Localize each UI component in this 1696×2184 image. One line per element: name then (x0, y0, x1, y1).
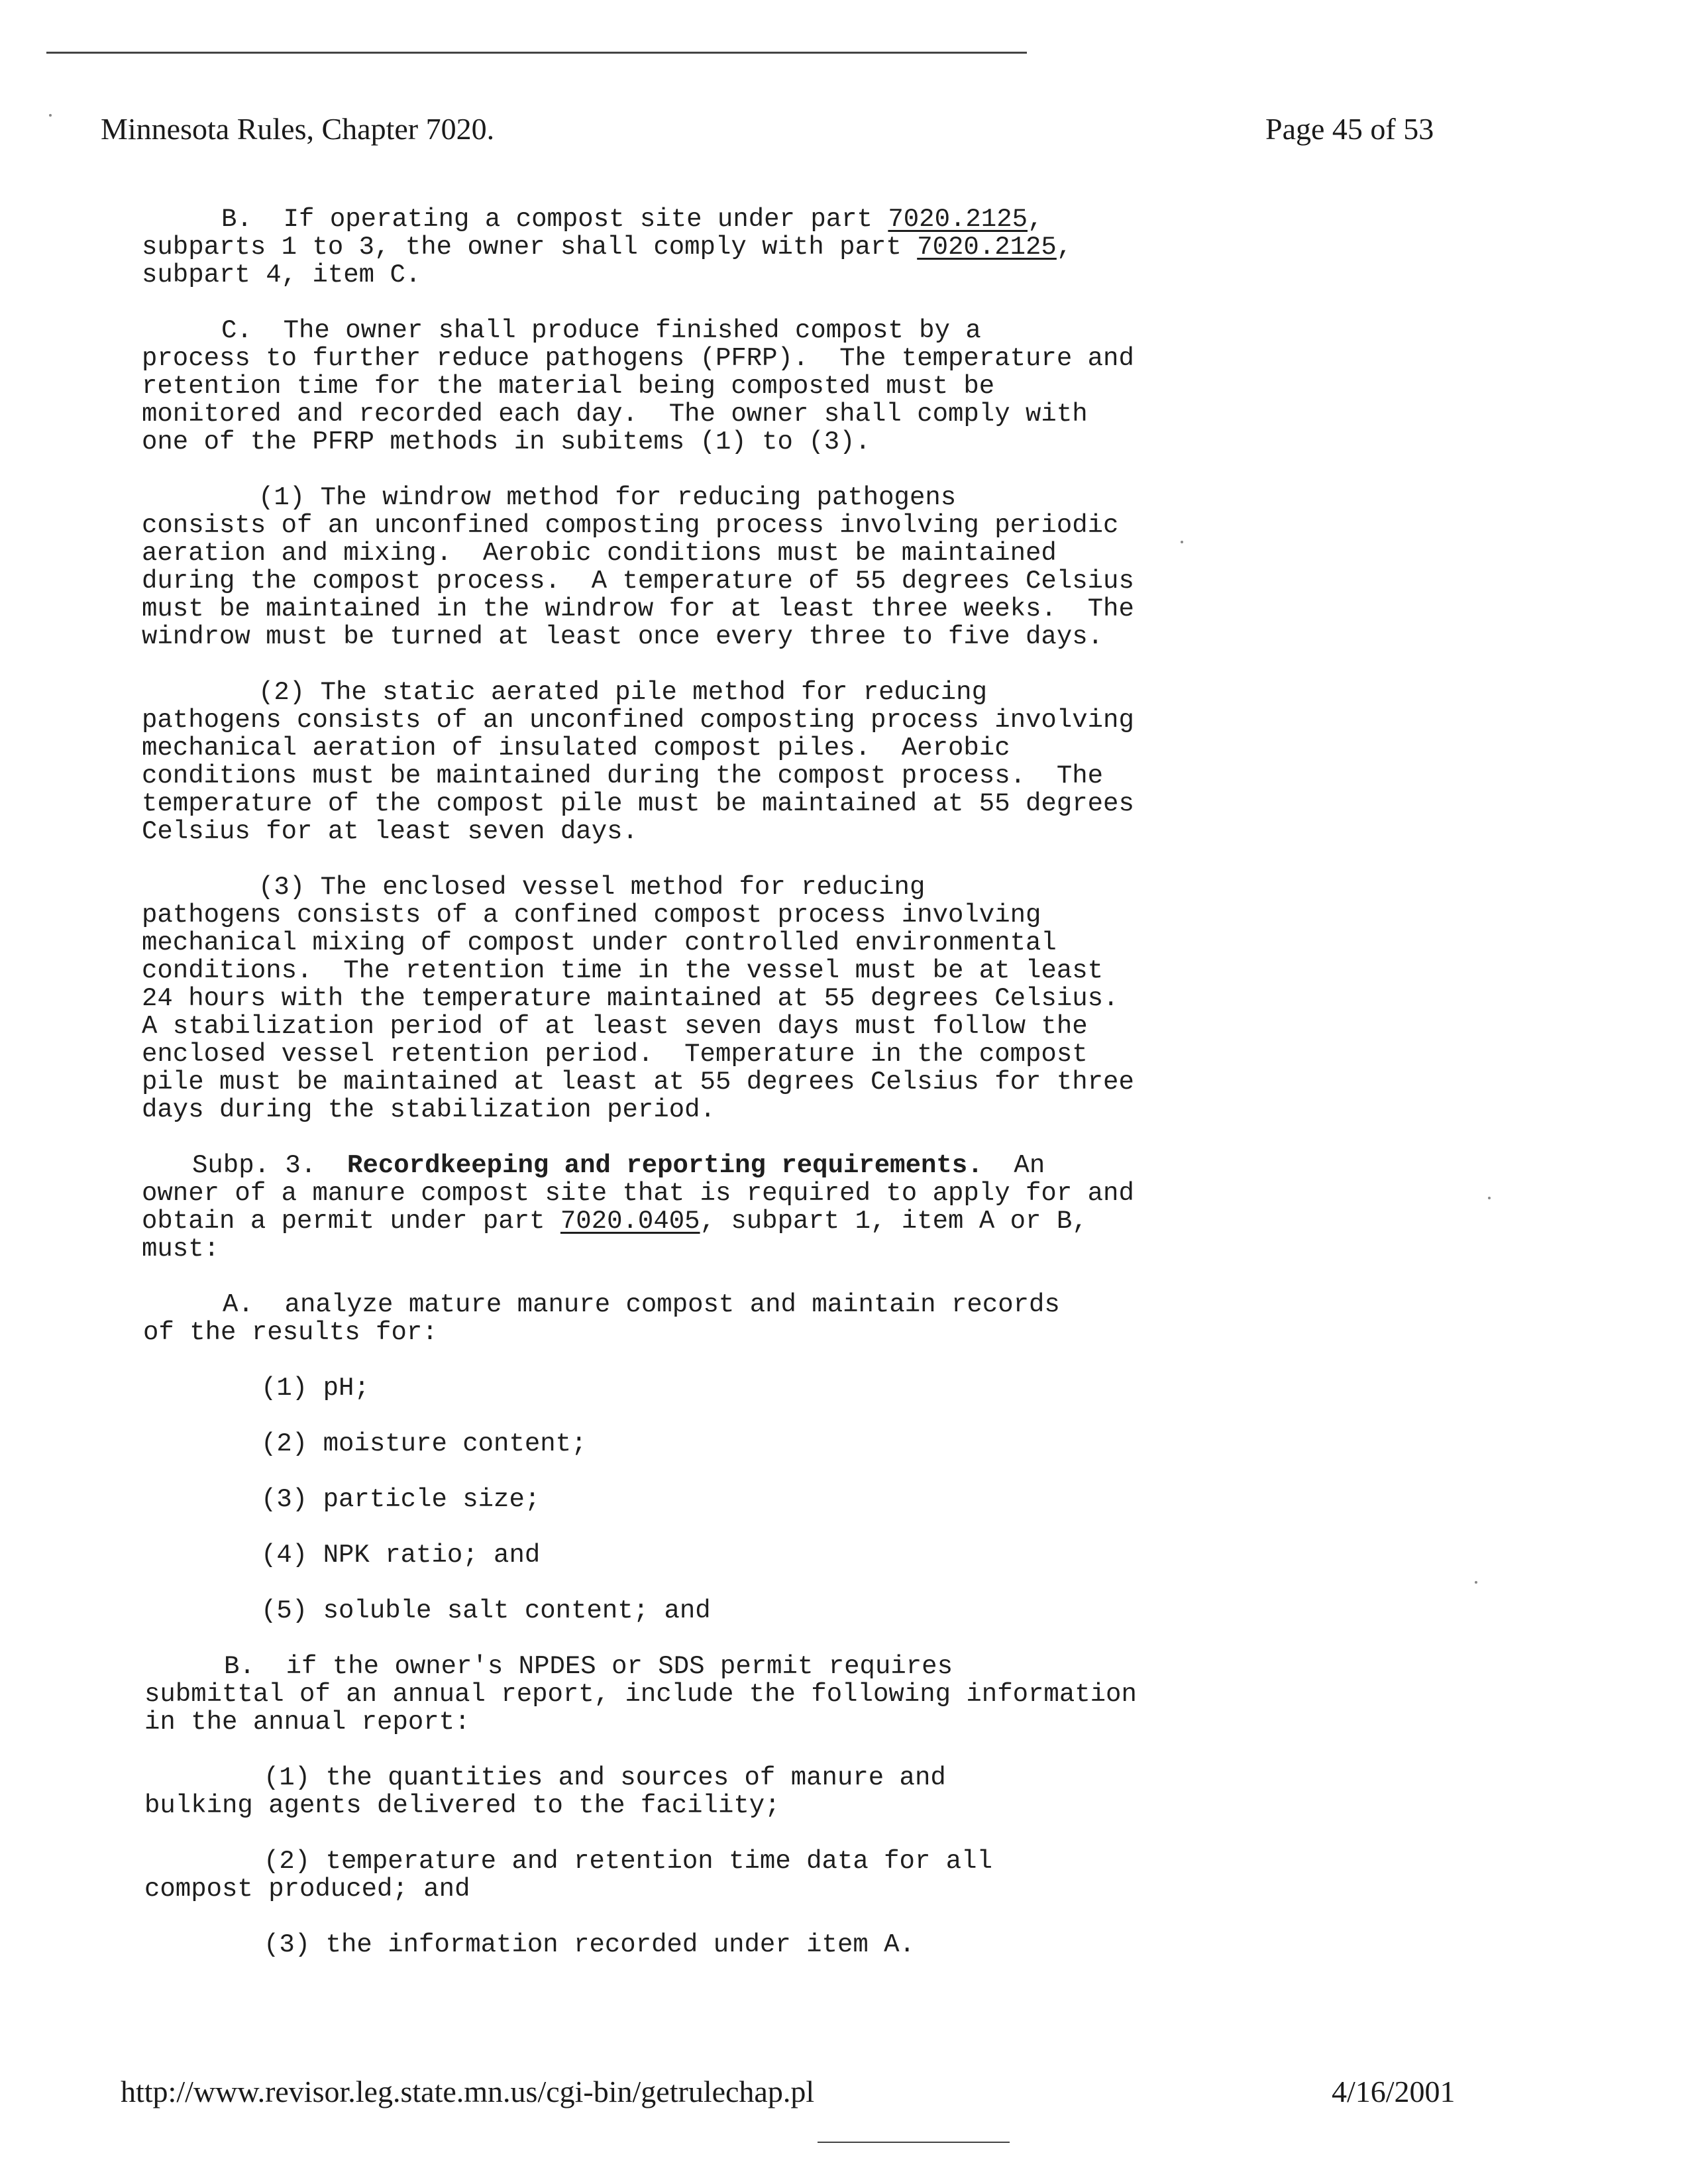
item-c-line-1: C. The owner shall produce finished compost by a (221, 316, 981, 345)
sub2-line-1: (2) The static aerated pile method for reducing (258, 678, 987, 707)
item-c-line-4: monitored and recorded each day. The owner shall comply with (142, 400, 1088, 429)
subp3-heading: Recordkeeping and reporting requirements. (347, 1151, 983, 1180)
item-b2-line-1: B. if the owner's NPDES or SDS permit requires (224, 1652, 953, 1681)
item-a-list-4: (4) NPK ratio; and (261, 1541, 541, 1570)
document-title: Minnesota Rules, Chapter 7020. (101, 112, 495, 146)
sub2-line-2: pathogens consists of an unconfined composting process involving (142, 706, 1134, 735)
item-b2-sub2-line-1: (2) temperature and retention time data for all (264, 1847, 992, 1876)
item-b-line-2: subparts 1 to 3, the owner shall comply with part 7020.2125, (142, 233, 1073, 262)
link-7020-2125[interactable]: 7020.2125 (888, 205, 1028, 234)
item-a-list-3: (3) particle size; (261, 1485, 541, 1514)
item-a-list-1: (1) pH; (261, 1374, 370, 1403)
bottom-rule (818, 2142, 1010, 2143)
item-b2-line-2: submittal of an annual report, include the following information (144, 1680, 1137, 1709)
item-c-line-5: one of the PFRP methods in subitems (1) to (3). (142, 427, 871, 457)
page-number: Page 45 of 53 (1265, 112, 1434, 146)
item-b2-sub1-line-2: bulking agents delivered to the facility; (144, 1791, 780, 1820)
sub3-line-3: mechanical mixing of compost under controlled environmental (142, 928, 1057, 957)
item-a-list-2: (2) moisture content; (261, 1429, 587, 1458)
scan-speck (1475, 1581, 1477, 1584)
item-b-line-1: B. If operating a compost site under part 7020.2125, (221, 205, 1043, 234)
top-rule (46, 52, 1027, 54)
item-c-line-3: retention time for the material being composted must be (142, 372, 995, 401)
scan-speck (1181, 541, 1183, 543)
sub1-line-1: (1) The windrow method for reducing pathogens (258, 483, 957, 512)
sub3-line-2: pathogens consists of a confined compost process involving (142, 901, 1041, 930)
sub2-line-5: temperature of the compost pile must be maintained at 55 degrees (142, 789, 1134, 818)
item-b2-sub2-line-2: compost produced; and (144, 1875, 470, 1904)
sub3-line-8: pile must be maintained at least at 55 degrees Celsius for three (142, 1067, 1134, 1097)
subp3-line-3: obtain a permit under part 7020.0405, subpart 1, item A or B, (142, 1207, 1088, 1236)
sub3-line-1: (3) The enclosed vessel method for reducing (258, 873, 926, 902)
item-c-line-2: process to further reduce pathogens (PFRP). The temperature and (142, 344, 1134, 373)
sub3-line-9: days during the stabilization period. (142, 1095, 716, 1124)
item-b-line-3: subpart 4, item C. (142, 260, 421, 290)
item-b2-line-3: in the annual report: (144, 1708, 470, 1737)
scan-speck (49, 114, 52, 117)
sub2-line-3: mechanical aeration of insulated compost piles. Aerobic (142, 734, 1010, 763)
scan-speck (1488, 1197, 1491, 1199)
item-b2-sub1-line-1: (1) the quantities and sources of manure and (264, 1763, 946, 1792)
item-a-line-2: of the results for: (143, 1318, 438, 1347)
sub3-line-6: A stabilization period of at least seven days must follow the (142, 1012, 1088, 1041)
subp3-line-1: Subp. 3. Recordkeeping and reporting requirements. An (192, 1151, 1045, 1180)
sub2-line-4: conditions must be maintained during the compost process. The (142, 761, 1104, 791)
print-date: 4/16/2001 (1332, 2075, 1456, 2108)
link-7020-2125-b[interactable]: 7020.2125 (917, 233, 1057, 262)
link-7020-0405[interactable]: 7020.0405 (560, 1207, 700, 1236)
subp3-line-2: owner of a manure compost site that is required to apply for and (142, 1179, 1134, 1208)
sub1-line-6: windrow must be turned at least once every three to five days. (142, 622, 1104, 651)
sub3-line-4: conditions. The retention time in the vessel must be at least (142, 956, 1104, 985)
sub1-line-3: aeration and mixing. Aerobic conditions must be maintained (142, 539, 1057, 568)
item-a-list-5: (5) soluble salt content; and (261, 1596, 711, 1625)
sub3-line-5: 24 hours with the temperature maintained at 55 degrees Celsius. (142, 984, 1119, 1013)
sub2-line-6: Celsius for at least seven days. (142, 817, 638, 846)
subp3-line-4: must: (142, 1234, 220, 1264)
source-url[interactable]: http://www.revisor.leg.state.mn.us/cgi-bin/getrulechap.pl (121, 2075, 815, 2108)
sub1-line-2: consists of an unconfined composting process involving periodic (142, 511, 1119, 540)
item-a-line-1: A. analyze mature manure compost and maintain records (223, 1290, 1060, 1319)
item-b2-sub3-line-1: (3) the information recorded under item A. (264, 1930, 915, 1959)
sub3-line-7: enclosed vessel retention period. Temperature in the compost (142, 1040, 1088, 1069)
sub1-line-4: during the compost process. A temperature of 55 degrees Celsius (142, 567, 1134, 596)
sub1-line-5: must be maintained in the windrow for at least three weeks. The (142, 594, 1134, 624)
